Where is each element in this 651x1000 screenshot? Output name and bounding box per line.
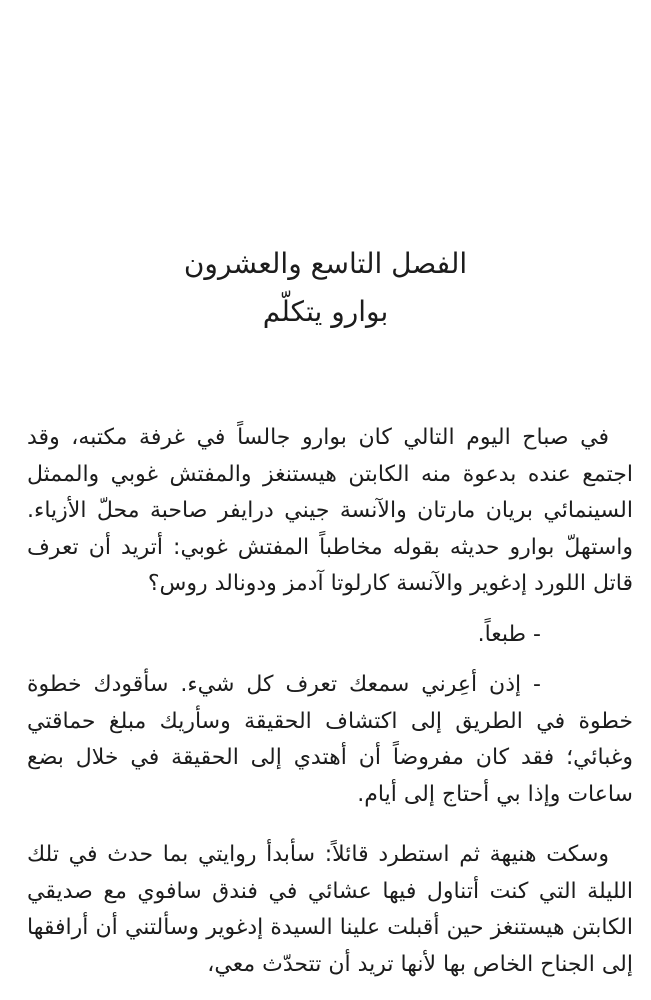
dialogue-line-1: - طبعاً.: [477, 621, 541, 647]
chapter-subtitle: بوارو يتكلّم: [262, 295, 389, 328]
chapter-title: الفصل التاسع والعشرون: [183, 247, 468, 280]
dialogue-line-2: - إذن أعِرني سمعك تعرف كل شيء. سأقودك خطوة خطوة في الطريق إلى اكتشاف الحقيقة وسأريك مبلغ حماقتي وغبائي؛ فقد كان مفروضاً أن أهتدي إلى الحقيقة في خلال بضع ساعات وإذا بي أحتاج إلى أيام.: [27, 672, 633, 807]
chapter-heading: [0, 0, 651, 336]
paragraph-narration-1: في صباح اليوم التالي كان بوارو جالساً في غرفة مكتبه، وقد اجتمع عنده بدعوة منه الكابتن هيستنغز والمفتش غوبي والممثل السينمائي بريان مارتان والآنسة جيني درايفر صاحبة محلّ الأزياء. واستهلّ بوارو حديثه بقوله مخاطباً المفتش غوبي: أتريد أن تعرف قاتل اللورد إدغوير والآنسة كارلوتا آدمز ودونالد روس؟: [27, 425, 633, 596]
paragraph-narration-2: وسكت هنيهة ثم استطرد قائلاً: سأبدأ روايتي بما حدث في تلك الليلة التي كنت أتناول فيها عشائي في فندق سافوي مع صديقي الكابتن هيستنغز حين أقبلت علينا السيدة إدغوير وسألتني أن أرافقها إلى الجناح الخاص بها لأنها تريد أن تتحدّث معي،: [27, 842, 633, 977]
chapter-body: [0, 420, 651, 983]
